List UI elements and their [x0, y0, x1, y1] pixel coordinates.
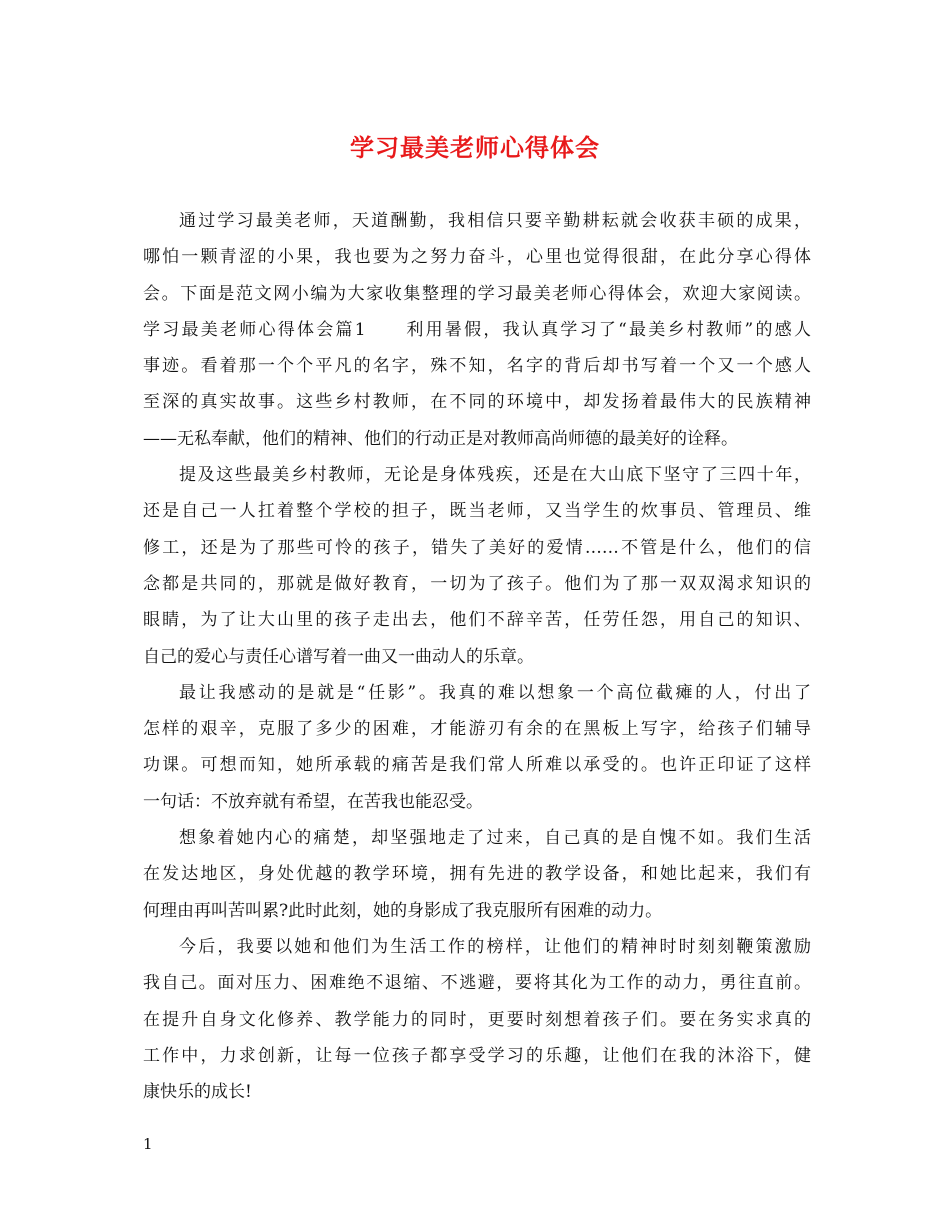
text-line: 至深的真实故事。这些乡村教师，在不同的环境中，却发扬着最伟大的民族精神 [143, 392, 811, 413]
text-line: 学习最美老师心得体会篇1 利用暑假，我认真学习了“最美乡村教师”的感人 [143, 319, 811, 340]
text-line: 想象着她内心的痛楚，却坚强地走了过来，自己真的是自愧不如。我们生活 [179, 828, 811, 849]
document-body [143, 203, 811, 1110]
text-line: 会。下面是范文网小编为大家收集整理的学习最美老师心得体会，欢迎大家阅读。 [143, 283, 811, 304]
text-line: 念都是共同的，那就是做好教育，一切为了孩子。他们为了那一双双渴求知识的 [143, 573, 811, 594]
text-line: 自己的爱心与责任心谱写着一曲又一曲动人的乐章。 [143, 646, 534, 667]
document-title: 学习最美老师心得体会 [350, 133, 600, 162]
text-line: 康快乐的成长! [143, 1082, 252, 1103]
text-line: 功课。可想而知，她所承载的痛苦是我们常人所难以承受的。也许正印证了这样 [143, 755, 811, 776]
text-line: 通过学习最美老师，天道酬勤，我相信只要辛勤耕耘就会收获丰硕的成果， [179, 211, 811, 231]
text-line: 哪怕一颗青涩的小果，我也要为之努力奋斗，心里也觉得很甜，在此分享心得体 [143, 247, 811, 268]
text-line: 在提升自身文化修养、教学能力的同时，更要时刻想着孩子们。要在务实求真的 [143, 1009, 811, 1030]
text-line: 我自己。面对压力、困难绝不退缩、不逃避，要将其化为工作的动力，勇往直前。 [143, 973, 811, 994]
text-line: ——无私奉献，他们的精神、他们的行动正是对教师高尚师德的最美好的诠释。 [143, 428, 738, 449]
text-line: 今后，我要以她和他们为生活工作的榜样，让他们的精神时时刻刻鞭策激励 [179, 936, 811, 957]
text-line: 眼睛，为了让大山里的孩子走出去，他们不辞辛苦，任劳任怨，用自己的知识、 [143, 610, 811, 631]
text-line: 何理由再叫苦叫累?此时此刻，她的身影成了我克服所有困难的动力。 [143, 900, 663, 921]
text-line: 一句话：不放弃就有希望，在苦我也能忍受。 [143, 791, 483, 812]
text-line: 工作中，力求创新，让每一位孩子都享受学习的乐趣，让他们在我的沐浴下，健 [143, 1045, 811, 1066]
text-line: 提及这些最美乡村教师，无论是身体残疾，还是在大山底下坚守了三四十年， [179, 465, 811, 486]
text-line: 事迹。看着那一个个平凡的名字，殊不知，名字的背后却书写着一个又一个感人 [143, 356, 811, 377]
page-number: 1 [143, 1135, 153, 1153]
text-line: 修工，还是为了那些可怜的孩子，错失了美好的爱情……不管是什么，他们的信 [143, 537, 811, 558]
text-line: 怎样的艰辛，克服了多少的困难，才能游刃有余的在黑板上写字，给孩子们辅导 [143, 719, 811, 740]
text-line: 最让我感动的是就是“任影”。我真的难以想象一个高位截瘫的人，付出了 [179, 682, 811, 703]
text-line: 还是自己一人扛着整个学校的担子，既当老师，又当学生的炊事员、管理员、维 [143, 501, 811, 522]
text-line: 在发达地区，身处优越的教学环境，拥有先进的教学设备，和她比起来，我们有 [143, 864, 811, 885]
